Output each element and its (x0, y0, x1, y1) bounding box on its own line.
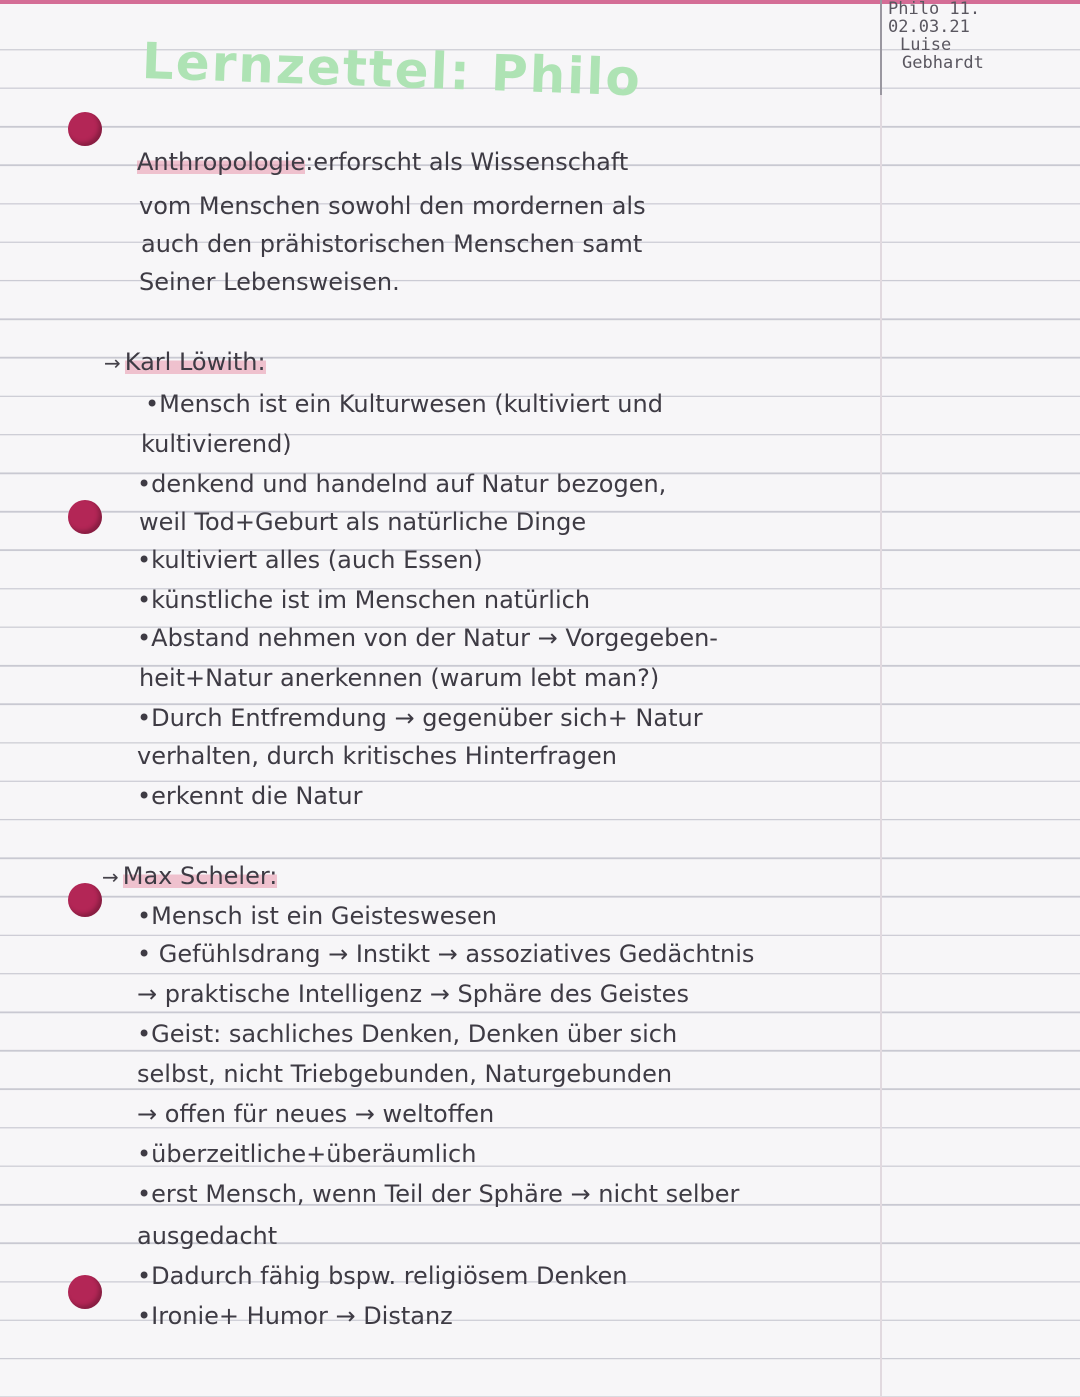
scheler-heading-line (102, 862, 277, 890)
scheler-line: •Mensch ist ein Geisteswesen (137, 902, 497, 930)
author-first-name: Luise (900, 35, 952, 55)
loewith-line: kultivierend) (141, 430, 292, 458)
scheler-line: •Dadurch fähig bspw. religiösem Denken (137, 1262, 628, 1290)
anthropologie-term: Anthropologie (137, 148, 306, 176)
loewith-line: •denkend und handelnd auf Natur bezogen, (137, 470, 667, 498)
punch-hole (68, 112, 102, 146)
punch-hole (68, 1275, 102, 1309)
loewith-line: •Abstand nehmen von der Natur → Vorgegeben- (137, 624, 718, 652)
anthropologie-line: auch den prähistorischen Menschen samt (141, 230, 643, 258)
scheler-line: •erst Mensch, wenn Teil der Sphäre → nicht selber (137, 1180, 740, 1208)
loewith-line: weil Tod+Geburt als natürliche Dinge (139, 508, 587, 536)
anthropologie-line: vom Menschen sowohl den mordernen als (139, 192, 646, 220)
scheler-line: •überzeitliche+überäumlich (137, 1140, 477, 1168)
subject-label: Philo 11. (888, 0, 981, 19)
scheler-line: ausgedacht (137, 1222, 278, 1250)
loewith-line: •künstliche ist im Menschen natürlich (137, 586, 591, 614)
arrow-icon: → (104, 351, 121, 375)
loewith-line: •erkennt die Natur (137, 782, 363, 810)
page-title: Lernzettel: Philo (140, 32, 643, 108)
loewith-line: •Mensch ist ein Kulturwesen (kultiviert und (145, 390, 663, 418)
loewith-line: •Durch Entfremdung → gegenüber sich+ Natur (137, 704, 703, 732)
loewith-heading: Karl Löwith: (124, 348, 266, 376)
scheler-line: •Ironie+ Humor → Distanz (137, 1302, 453, 1330)
loewith-line: heit+Natur anerkennen (warum lebt man?) (139, 664, 660, 692)
author-last-name: Gebhardt (902, 53, 984, 73)
loewith-line: •kultiviert alles (auch Essen) (137, 546, 483, 574)
anthropologie-text: :erforscht als Wissenschaft (305, 148, 629, 176)
loewith-line: verhalten, durch kritisches Hinterfragen (137, 742, 617, 770)
anthropologie-line (137, 148, 628, 176)
punch-hole (68, 500, 102, 534)
scheler-line: • Gefühlsdrang → Instikt → assoziatives Gedächtnis (137, 940, 755, 968)
scheler-heading: Max Scheler: (122, 862, 278, 890)
scheler-line: → praktische Intelligenz → Sphäre des Geistes (137, 980, 689, 1008)
date-label: 02.03.21 (888, 17, 970, 37)
anthropologie-line: Seiner Lebensweisen. (139, 268, 400, 296)
arrow-icon: → (102, 865, 119, 889)
loewith-heading-line (104, 348, 266, 376)
header-info (888, 0, 1078, 72)
scheler-line: selbst, nicht Triebgebunden, Naturgebunden (137, 1060, 673, 1088)
header-divider (880, 0, 882, 95)
scheler-line: •Geist: sachliches Denken, Denken über sich (137, 1020, 678, 1048)
punch-hole (68, 883, 102, 917)
scheler-line: → offen für neues → weltoffen (137, 1100, 495, 1128)
margin-line (880, 0, 882, 1397)
